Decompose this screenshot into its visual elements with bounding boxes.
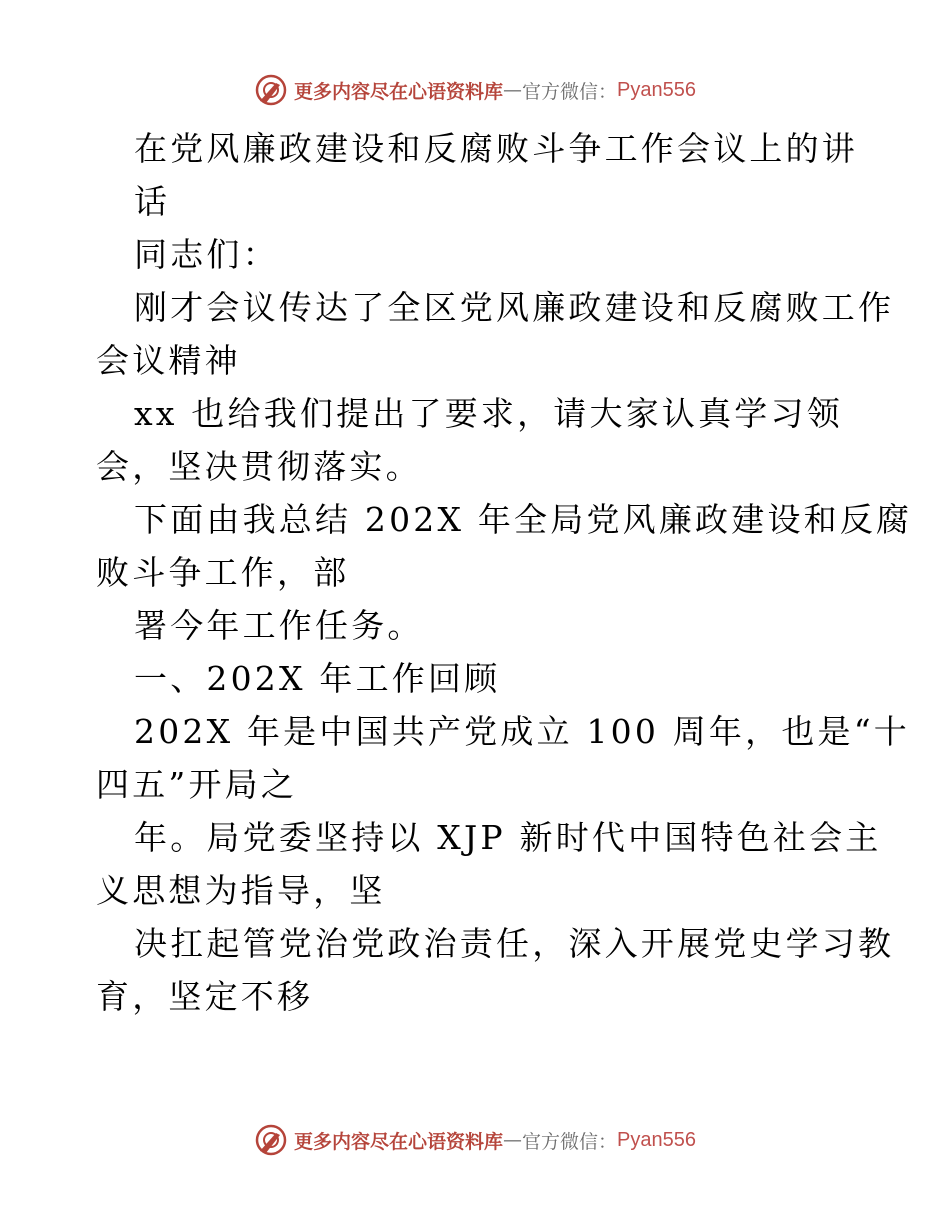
doc-line: 在党风廉政建设和反腐败斗争工作会议上的讲 [134, 129, 858, 168]
document-body [96, 122, 913, 1023]
doc-line: 决扛起管党治党政治责任，深入开展党史学习教 [134, 924, 895, 963]
watermark-wechat-id: Pyan556 [617, 78, 696, 101]
doc-line: 会，坚决贯彻落实。 [96, 447, 422, 486]
watermark-main-text: 更多内容尽在心语资料库 [294, 1130, 504, 1153]
doc-line: 话 [134, 182, 171, 221]
header-watermark [0, 70, 950, 110]
footer-watermark [0, 1120, 950, 1160]
doc-line: 会议精神 [96, 341, 241, 380]
doc-line: 败斗争工作，部 [96, 553, 350, 592]
logo-icon [254, 1123, 288, 1157]
doc-line: 同志们： [134, 235, 279, 274]
doc-line: 四五”开局之 [96, 765, 298, 804]
doc-line: 一、202X 年工作回顾 [134, 659, 501, 698]
doc-line: 义思想为指导，坚 [96, 871, 386, 910]
watermark-secondary-text: 官方微信： [522, 1130, 618, 1153]
doc-line: 年。局党委坚持以 XJP 新时代中国特色社会主 [134, 818, 882, 857]
doc-line: 署今年工作任务。 [134, 606, 424, 645]
watermark-secondary-text: 官方微信： [522, 80, 618, 103]
doc-line: 刚才会议传达了全区党风廉政建设和反腐败工作 [134, 288, 895, 327]
doc-line: 下面由我总结 202X 年全局党风廉政建设和反腐 [134, 500, 913, 539]
doc-line: 育，坚定不移 [96, 977, 314, 1016]
doc-line: 202X 年是中国共产党成立 100 周年，也是“十 [134, 712, 911, 751]
watermark-dash: — [503, 1129, 523, 1151]
doc-line: xx 也给我们提出了要求，请大家认真学习领 [134, 394, 843, 433]
watermark-wechat-id: Pyan556 [617, 1128, 696, 1151]
logo-icon [254, 73, 288, 107]
watermark-main-text: 更多内容尽在心语资料库 [294, 80, 504, 103]
watermark-dash: — [503, 79, 523, 101]
